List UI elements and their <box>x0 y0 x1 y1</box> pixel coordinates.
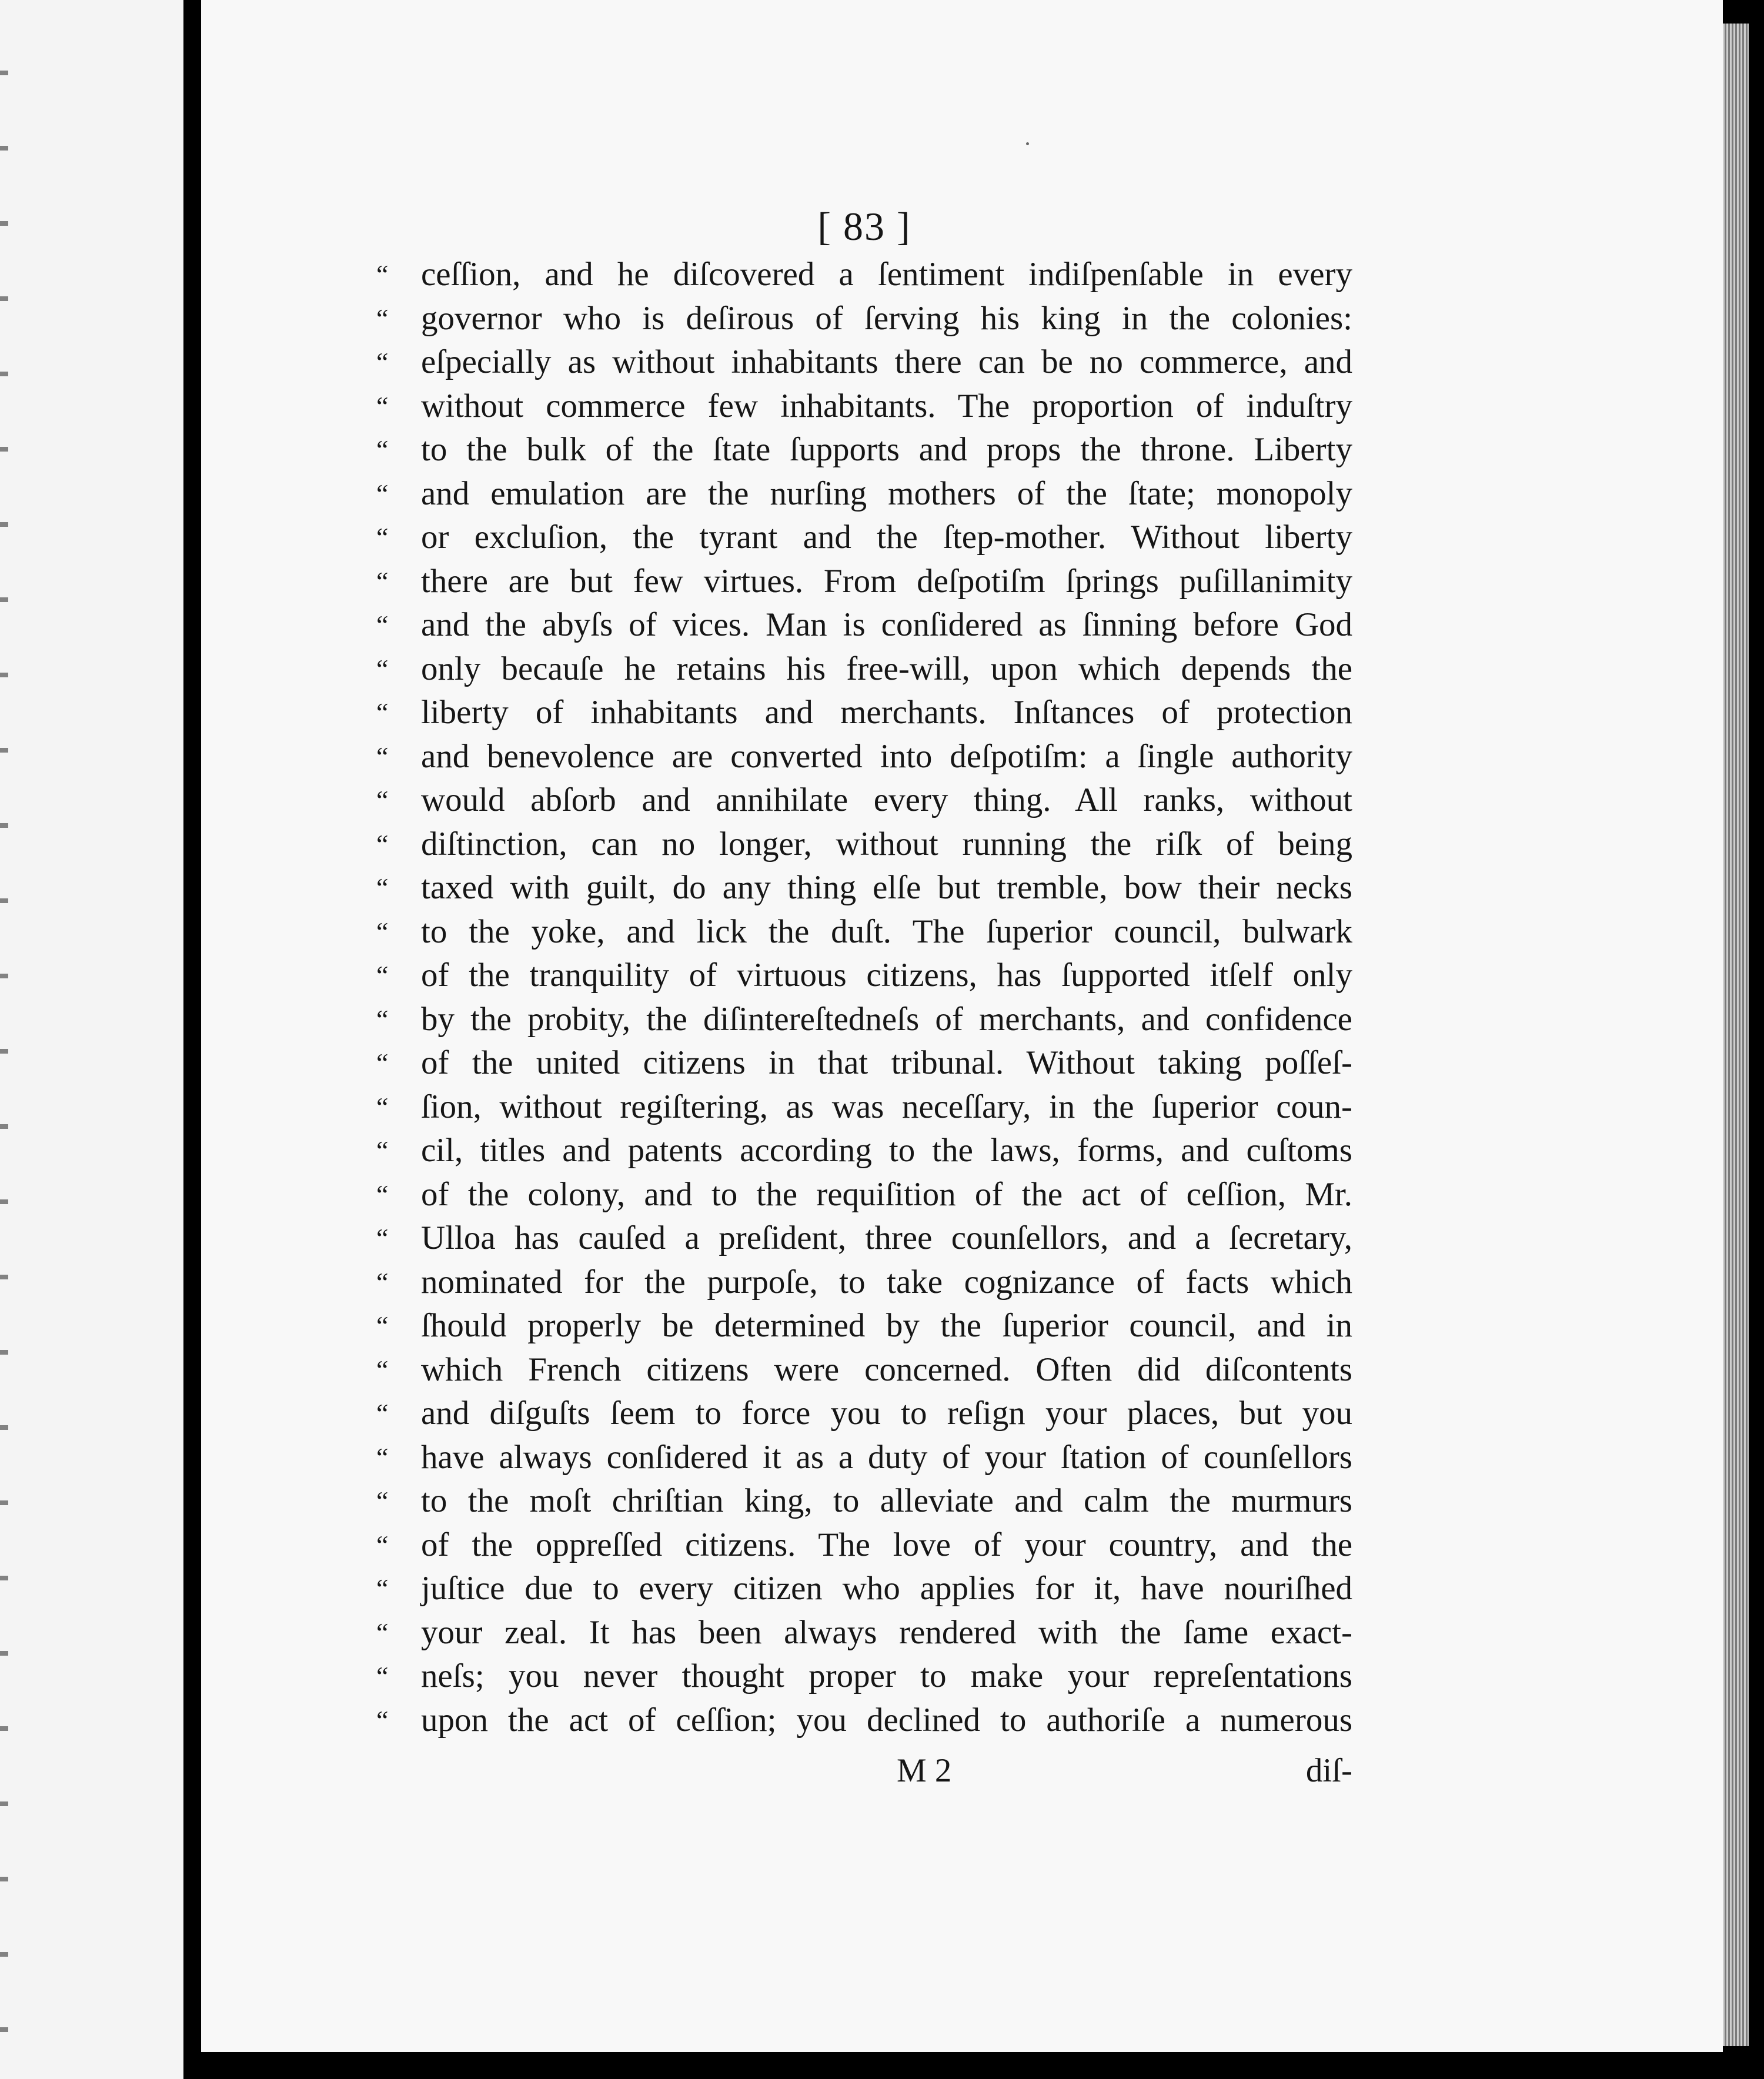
text-line <box>376 1085 1352 1129</box>
line-text: upon the act of ceſſion; you declined to authoriſe a numerous <box>421 1701 1352 1739</box>
text-line <box>376 472 1352 516</box>
text-line <box>376 1304 1352 1348</box>
line-text: and diſguſts ſeem to force you to reſign your places, but you <box>421 1395 1352 1432</box>
line-text: to the bulk of the ſtate ſupports and props the throne. Liberty <box>421 431 1352 468</box>
text-line <box>376 428 1352 472</box>
book-gutter <box>183 0 201 2079</box>
text-line <box>376 998 1352 1042</box>
page-edges <box>1723 24 1749 2046</box>
quote-mark: “ <box>376 434 389 464</box>
text-line <box>376 1611 1352 1655</box>
line-text: of the oppreſſed citizens. The love of your country, and the <box>421 1526 1352 1563</box>
quote-mark: “ <box>376 873 389 903</box>
body-text <box>376 253 1352 1742</box>
text-line <box>376 1041 1352 1085</box>
quote-mark: “ <box>376 653 389 684</box>
quote-mark: “ <box>376 1179 389 1209</box>
line-text: your zeal. It has been always rendered with the ſame exact- <box>421 1613 1352 1651</box>
line-text: by the probity, the diſintereſtedneſs of merchants, and confidence <box>421 1000 1352 1038</box>
line-text: and emulation are the nurſing mothers of the ſtate; monopoly <box>421 474 1352 512</box>
page-number-header: [ 83 ] <box>817 204 911 249</box>
line-text: governor who is deſirous of ſerving his king in the colonies: <box>421 299 1352 337</box>
page-edge-frame <box>1749 24 1752 2046</box>
text-line <box>376 340 1352 385</box>
quote-mark: “ <box>376 1223 389 1253</box>
text-line <box>376 297 1352 341</box>
line-text: would abſorb and annihilate every thing. All ranks, without <box>421 781 1352 818</box>
text-line <box>376 1129 1352 1173</box>
quote-mark: “ <box>376 1529 389 1560</box>
quote-mark: “ <box>376 1135 389 1165</box>
quote-mark: “ <box>376 1004 389 1034</box>
text-line <box>376 1261 1352 1305</box>
text-line <box>376 910 1352 954</box>
text-line <box>376 1654 1352 1699</box>
text-line <box>376 1523 1352 1567</box>
line-text: or excluſion, the tyrant and the ſtep-mother. Without liberty <box>421 519 1352 556</box>
line-text: ſhould properly be determined by the ſuperior council, and in <box>421 1307 1352 1344</box>
line-text: have always conſidered it as a duty of your ſtation of counſellors <box>421 1438 1352 1476</box>
text-line <box>376 735 1352 779</box>
line-text: neſs; you never thought proper to make your repreſentations <box>421 1657 1352 1694</box>
line-text: and the abyſs of vices. Man is conſidered as ſinning before God <box>421 606 1352 643</box>
text-line <box>376 1392 1352 1436</box>
text-line <box>376 823 1352 867</box>
line-text: liberty of inhabitants and merchants. Inſtances of protection <box>421 694 1352 731</box>
text-line <box>376 691 1352 735</box>
line-text: of the colony, and to the requiſition of the act of ceſſion, Mr. <box>421 1175 1352 1213</box>
signature-mark: M 2 <box>897 1752 952 1789</box>
line-text: taxed with guilt, do any thing elſe but tremble, bow their necks <box>421 869 1352 906</box>
line-text: which French citizens were concerned. Often did diſcontents <box>421 1351 1352 1388</box>
quote-mark: “ <box>376 1398 389 1428</box>
quote-mark: “ <box>376 1661 389 1691</box>
text-line <box>376 253 1352 297</box>
text-line <box>376 1479 1352 1523</box>
line-text: to the yoke, and lick the duſt. The ſuperior council, bulwark <box>421 913 1352 950</box>
line-text: ſion, without regiſtering, as was neceſſary, in the ſuperior coun- <box>421 1088 1352 1125</box>
line-text: without commerce few inhabitants. The proportion of induſtry <box>421 387 1352 425</box>
text-line <box>376 1348 1352 1392</box>
quote-mark: “ <box>376 347 389 377</box>
line-text: only becauſe he retains his free-will, upon which depends the <box>421 650 1352 687</box>
text-line <box>376 603 1352 647</box>
line-text: of the tranquility of virtuous citizens, has ſupported itſelf only <box>421 957 1352 994</box>
text-line <box>376 560 1352 604</box>
line-text: of the united citizens in that tribunal. Without taking poſſeſ- <box>421 1044 1352 1081</box>
text-line <box>376 1699 1352 1743</box>
text-line <box>376 954 1352 998</box>
catchword: diſ- <box>1305 1752 1352 1789</box>
page-footer <box>376 1744 1352 1797</box>
text-line <box>376 1436 1352 1480</box>
line-text: Ulloa has cauſed a preſident, three counſellors, and a ſecretary, <box>421 1219 1352 1256</box>
quote-mark: “ <box>376 478 389 509</box>
quote-mark: “ <box>376 1573 389 1603</box>
quote-mark: “ <box>376 1486 389 1516</box>
page-text-block <box>376 200 1352 1797</box>
quote-mark: “ <box>376 1091 389 1122</box>
facing-page-edge <box>0 0 8 2079</box>
text-line <box>376 516 1352 560</box>
quote-mark: “ <box>376 785 389 815</box>
text-line <box>376 778 1352 823</box>
line-text: diſtinction, can no longer, without running the riſk of being <box>421 825 1352 863</box>
line-text: cil, titles and patents according to the laws, forms, and cuſtoms <box>421 1132 1352 1169</box>
quote-mark: “ <box>376 1442 389 1472</box>
text-line <box>376 1567 1352 1611</box>
line-text: there are but few virtues. From deſpotiſm ſprings puſillanimity <box>421 562 1352 600</box>
quote-mark: “ <box>376 960 389 990</box>
line-text: nominated for the purpoſe, to take cognizance of facts which <box>421 1263 1352 1301</box>
quote-mark: “ <box>376 303 389 333</box>
quote-mark: “ <box>376 522 389 552</box>
quote-mark: “ <box>376 1311 389 1341</box>
line-text: juſtice due to every citizen who applies for it, have nouriſhed <box>421 1570 1352 1607</box>
quote-mark: “ <box>376 566 389 596</box>
quote-mark: “ <box>376 610 389 640</box>
quote-mark: “ <box>376 1048 389 1078</box>
line-text: to the moſt chriſtian king, to alleviate and calm the murmurs <box>421 1482 1352 1519</box>
line-text: eſpecially as without inhabitants there can be no commerce, and <box>421 343 1352 380</box>
text-line <box>376 866 1352 910</box>
quote-mark: “ <box>376 828 389 859</box>
quote-mark: “ <box>376 1266 389 1297</box>
quote-mark: “ <box>376 1617 389 1647</box>
text-line <box>376 647 1352 691</box>
text-line <box>376 1173 1352 1217</box>
quote-mark: “ <box>376 1704 389 1735</box>
line-text: and benevolence are converted into deſpotiſm: a ſingle authority <box>421 737 1352 775</box>
text-line <box>376 385 1352 429</box>
quote-mark: “ <box>376 390 389 421</box>
quote-mark: “ <box>376 916 389 947</box>
quote-mark: “ <box>376 259 389 289</box>
quote-mark: “ <box>376 741 389 771</box>
quote-mark: “ <box>376 697 389 727</box>
text-line <box>376 1216 1352 1261</box>
speck-mark <box>1026 142 1029 145</box>
quote-mark: “ <box>376 1354 389 1385</box>
facing-page <box>0 0 183 2079</box>
line-text: ceſſion, and he diſcovered a ſentiment indiſpenſable in every <box>421 256 1352 293</box>
